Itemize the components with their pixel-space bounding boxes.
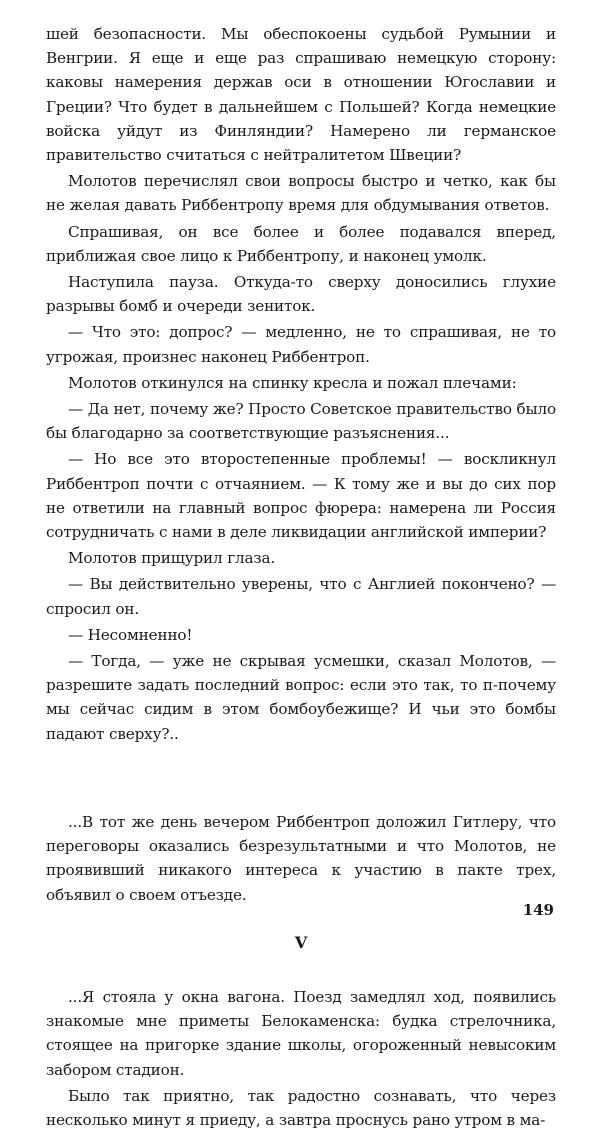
- paragraph: шей безопасности. Мы обеспокоены судьбой Румынии и Венгрии. Я еще и еще раз спрашиваю немецкую сторону: каковы намерения держав оси в отношении Югославии и Греции? Что будет в дальнейшем с Польшей? Когда немецкие войска уйдут из Финляндии? Намерено ли германское правительство считаться с нейтралитетом Швеции?: [46, 25, 556, 165]
- paragraph: Было так приятно, так радостно сознавать, что через несколько минут я приеду, а завтра проснусь рано утром в ма-: [46, 1086, 556, 1129]
- paragraph: Наступила пауза. Откуда-то сверху доносились глухие разрывы бомб и очереди зениток.: [46, 273, 556, 316]
- paragraph: Молотов перечислял свои вопросы быстро и четко, как бы не желая давать Риббентропу время для обдумывания ответов.: [46, 172, 556, 215]
- section-break: [46, 748, 556, 810]
- paragraph: — Но все это второстепенные проблемы! — воскликнул Риббентроп почти с отчаянием. — К тому же и вы до сих пор не ответили на главный вопрос фюрера: намерена ли Россия сотрудничать с нами в деле ликвидации английской империи?: [46, 450, 556, 542]
- paragraph: ...В тот же день вечером Риббентроп доложил Гитлеру, что переговоры оказались безрезультатными и что Молотов, не проявивший никакого интереса к участию в пакте трех, объявил о своем отъезде.: [46, 812, 556, 904]
- paragraph: — Вы действительно уверены, что с Англией покончено? — спросил он.: [46, 575, 556, 618]
- paragraph: Спрашивая, он все более и более подавался вперед, приближая свое лицо к Риббентропу, и наконец умолк.: [46, 222, 556, 265]
- page-number: 149: [522, 901, 554, 919]
- paragraph: ...Я стояла у окна вагона. Поезд замедлял ход, появились знакомые мне приметы Белокаменска: будка стрелочника, стоящее на пригорке здание школы, огороженный невысоким забором стадион.: [46, 987, 556, 1079]
- paragraph: — Несомненно!: [68, 625, 193, 644]
- paragraph: Молотов прищурил глаза.: [68, 549, 276, 568]
- paragraph: — Да нет, почему же? Просто Советское правительство было бы благодарно за соответствующие разъяснения...: [46, 400, 556, 443]
- paragraph: — Что это: допрос? — медленно, не то спрашивая, не то угрожая, произнес наконец Риббентроп.: [46, 323, 556, 366]
- book-page-text: [46, 22, 556, 1134]
- paragraph: — Тогда, — уже не скрывая усмешки, сказал Молотов, — разрешите задать последний вопрос: если это так, то п-почему мы сейчас сидим в этом бомбоубежище? И чьи это бомбы падают сверху?..: [46, 652, 556, 743]
- paragraph: Молотов откинулся на спинку кресла и пожал плечами:: [68, 373, 517, 392]
- chapter-heading: V: [294, 932, 308, 952]
